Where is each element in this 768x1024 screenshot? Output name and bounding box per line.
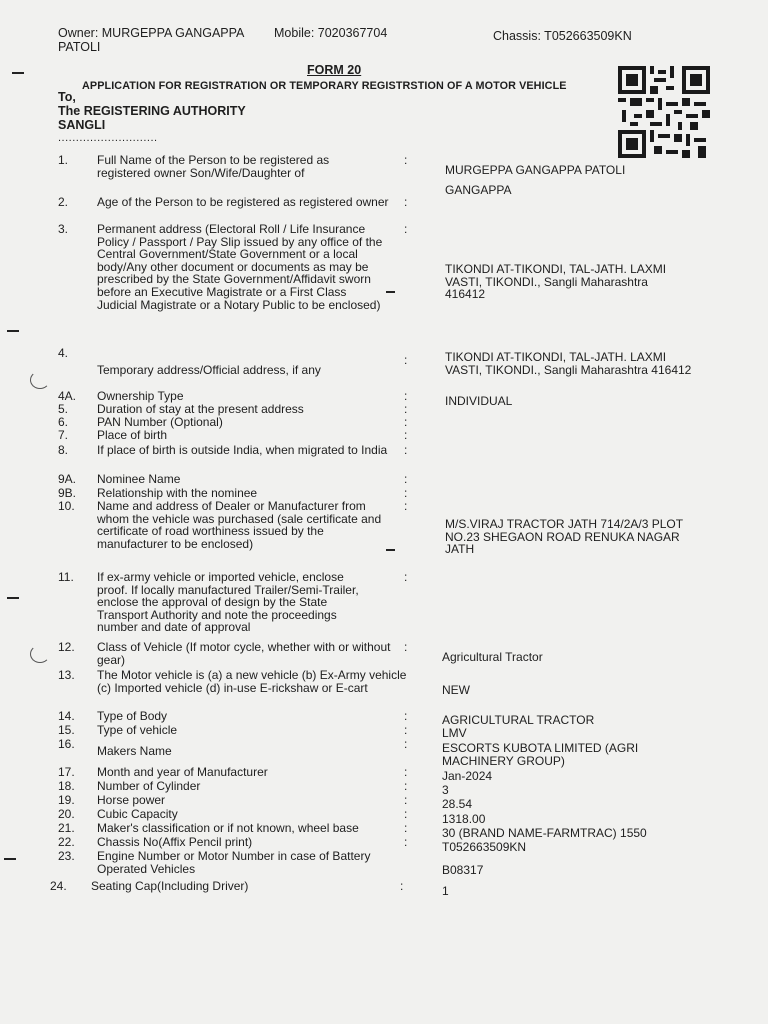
value-wheel-base: 30 (BRAND NAME-FARMTRAC) 1550 (442, 826, 647, 840)
item-number: 18. (58, 779, 75, 793)
item-label: Engine Number or Motor Number in case of Battery Operated Vehicles (97, 849, 371, 876)
item-colon: : (404, 779, 408, 793)
value-body-type: AGRICULTURAL TRACTOR (442, 713, 595, 727)
item-number: 19. (58, 793, 75, 807)
qr-code-icon (618, 66, 710, 158)
item-number: 4. (58, 346, 69, 360)
item-number: 3. (58, 222, 69, 236)
value-maker: ESCORTS KUBOTA LIMITED (AGRI MACHINERY GROUP) (442, 741, 639, 768)
authority-place: SANGLI (58, 118, 106, 132)
item-colon: : (404, 709, 408, 723)
scan-mark (386, 549, 395, 551)
item-colon: : (404, 428, 408, 442)
item-colon: : (404, 389, 408, 403)
application-title: APPLICATION FOR REGISTRATION OR TEMPORARY REGISTRSTION OF A MOTOR VEHICLE (82, 80, 567, 92)
item-number: 15. (58, 723, 75, 737)
item-number: 20. (58, 807, 75, 821)
item-colon: : (404, 765, 408, 779)
value-engine-no: B08317 (442, 863, 484, 877)
value-vehicle-type: LMV (442, 726, 467, 740)
scan-mark (7, 330, 19, 332)
item-number: 16. (58, 737, 75, 751)
item-number: 14. (58, 709, 75, 723)
scan-mark (386, 291, 395, 293)
item-label: The Motor vehicle is (a) a new vehicle (b) Ex-Army vehicle (c) Imported vehicle (d) in-use E-rickshaw or E-cart (97, 668, 407, 695)
item-number: 6. (58, 415, 69, 429)
item-label: Permanent address (Electoral Roll / Life Insurance Policy / Passport / Pay Slip issued by any office of the Central Government/State Government or a local body/Any other document or documents as may be prescribed by the State Government/Affidavit sworn before an Executive Magistrate or a First Class Judicial Magistrate or a Notary Public to be enclosed) (97, 222, 383, 312)
value-cylinders: 3 (442, 783, 449, 797)
value-manufacture-date: Jan-2024 (442, 769, 493, 783)
value-horse-power: 28.54 (442, 797, 473, 811)
item-colon: : (404, 807, 408, 821)
item-colon: : (404, 737, 408, 751)
item-colon: : (404, 640, 408, 654)
punch-hole (30, 645, 50, 663)
item-colon: : (404, 402, 408, 416)
item-label: Maker's classification or if not known, wheel base (97, 821, 359, 835)
value-vehicle-status: NEW (442, 683, 470, 697)
item-label: Number of Cylinder (97, 779, 201, 793)
item-colon: : (404, 153, 408, 167)
item-number: 10. (58, 499, 75, 513)
value-owner-name: MURGEPPA GANGAPPA PATOLI (445, 163, 626, 177)
item-number: 8. (58, 443, 69, 457)
item-number: 9A. (58, 472, 77, 486)
item-label: Age of the Person to be registered as registered owner (97, 195, 389, 209)
item-label: Type of vehicle (97, 723, 178, 737)
value-father-name: GANGAPPA (445, 183, 512, 197)
owner-name-line1: Owner: MURGEPPA GANGAPPA (58, 26, 245, 40)
item-label: Makers Name (97, 744, 172, 758)
item-colon: : (404, 195, 408, 209)
item-label: PAN Number (Optional) (97, 415, 223, 429)
item-colon: : (404, 723, 408, 737)
scan-mark (12, 72, 24, 74)
item-number: 23. (58, 849, 75, 863)
item-colon: : (400, 879, 404, 893)
item-label: Seating Cap(Including Driver) (91, 879, 249, 893)
item-colon: : (404, 443, 408, 457)
item-label: Name and address of Dealer or Manufacturer from whom the vehicle was purchased (sale certificate and certificate of road worthiness issued by the manufacturer to be enclosed) (97, 499, 382, 551)
item-number: 17. (58, 765, 75, 779)
item-number: 24. (50, 879, 67, 893)
item-number: 21. (58, 821, 75, 835)
item-colon: : (404, 793, 408, 807)
item-colon: : (404, 415, 408, 429)
value-seating-capacity: 1 (442, 884, 449, 898)
item-colon: : (404, 222, 408, 236)
mobile-number: Mobile: 7020367704 (274, 26, 388, 40)
item-number: 4A. (58, 389, 77, 403)
item-colon: : (404, 835, 408, 849)
item-label: Place of birth (97, 428, 168, 442)
owner-name-line2: PATOLI (58, 40, 101, 54)
dotted-line: ............................ (58, 132, 158, 144)
value-temporary-address: TIKONDI AT-TIKONDI, TAL-JATH. LAXMI VASTI, TIKONDI., Sangli Maharashtra 416412 (445, 350, 692, 377)
item-label: Class of Vehicle (If motor cycle, whether with or without gear) (97, 640, 391, 667)
item-number: 5. (58, 402, 69, 416)
item-label: Full Name of the Person to be registered as registered owner Son/Wife/Daughter of (97, 153, 330, 180)
item-label: Duration of stay at the present address (97, 402, 304, 416)
item-colon: : (404, 353, 408, 367)
item-number: 9B. (58, 486, 77, 500)
item-number: 13. (58, 668, 75, 682)
item-label: Nominee Name (97, 472, 181, 486)
item-number: 22. (58, 835, 75, 849)
item-label: If place of birth is outside India, when migrated to India (97, 443, 388, 457)
item-number: 1. (58, 153, 69, 167)
value-permanent-address: TIKONDI AT-TIKONDI, TAL-JATH. LAXMI VASTI, TIKONDI., Sangli Maharashtra 416412 (445, 262, 667, 302)
punch-hole (30, 371, 50, 389)
registering-authority: The REGISTERING AUTHORITY (58, 104, 246, 118)
value-ownership-type: INDIVIDUAL (445, 394, 513, 408)
scan-mark (4, 858, 16, 860)
value-chassis-no: T052663509KN (442, 840, 527, 854)
item-label: Month and year of Manufacturer (97, 765, 268, 779)
item-label: Cubic Capacity (97, 807, 178, 821)
item-label: Relationship with the nominee (97, 486, 258, 500)
item-label: Horse power (97, 793, 166, 807)
item-label: Temporary address/Official address, if any (97, 363, 321, 377)
form-title: FORM 20 (307, 63, 362, 77)
item-label: Type of Body (97, 709, 168, 723)
item-number: 11. (58, 570, 74, 584)
item-colon: : (404, 472, 408, 486)
item-label: If ex-army vehicle or imported vehicle, enclose proof. If locally manufactured Trailer/Semi-Trailer, enclose the approval of design by the State Transport Authority and note the proceedings number and date of approval (97, 570, 359, 635)
item-number: 7. (58, 428, 69, 442)
value-vehicle-class: Agricultural Tractor (442, 650, 543, 664)
value-dealer: M/S.VIRAJ TRACTOR JATH 714/2A/3 PLOT NO.23 SHEGAON ROAD RENUKA NAGAR JATH (445, 517, 683, 557)
item-label: Ownership Type (97, 389, 184, 403)
item-number: 2. (58, 195, 69, 209)
item-colon: : (404, 486, 408, 500)
item-colon: : (404, 821, 408, 835)
item-number: 12. (58, 640, 75, 654)
chassis-number: Chassis: T052663509KN (493, 29, 632, 43)
to-label: To, (58, 90, 76, 104)
item-colon: : (404, 499, 408, 513)
item-label: Chassis No(Affix Pencil print) (97, 835, 253, 849)
scan-mark (7, 597, 19, 599)
item-colon: : (404, 570, 408, 584)
value-cubic-capacity: 1318.00 (442, 812, 486, 826)
